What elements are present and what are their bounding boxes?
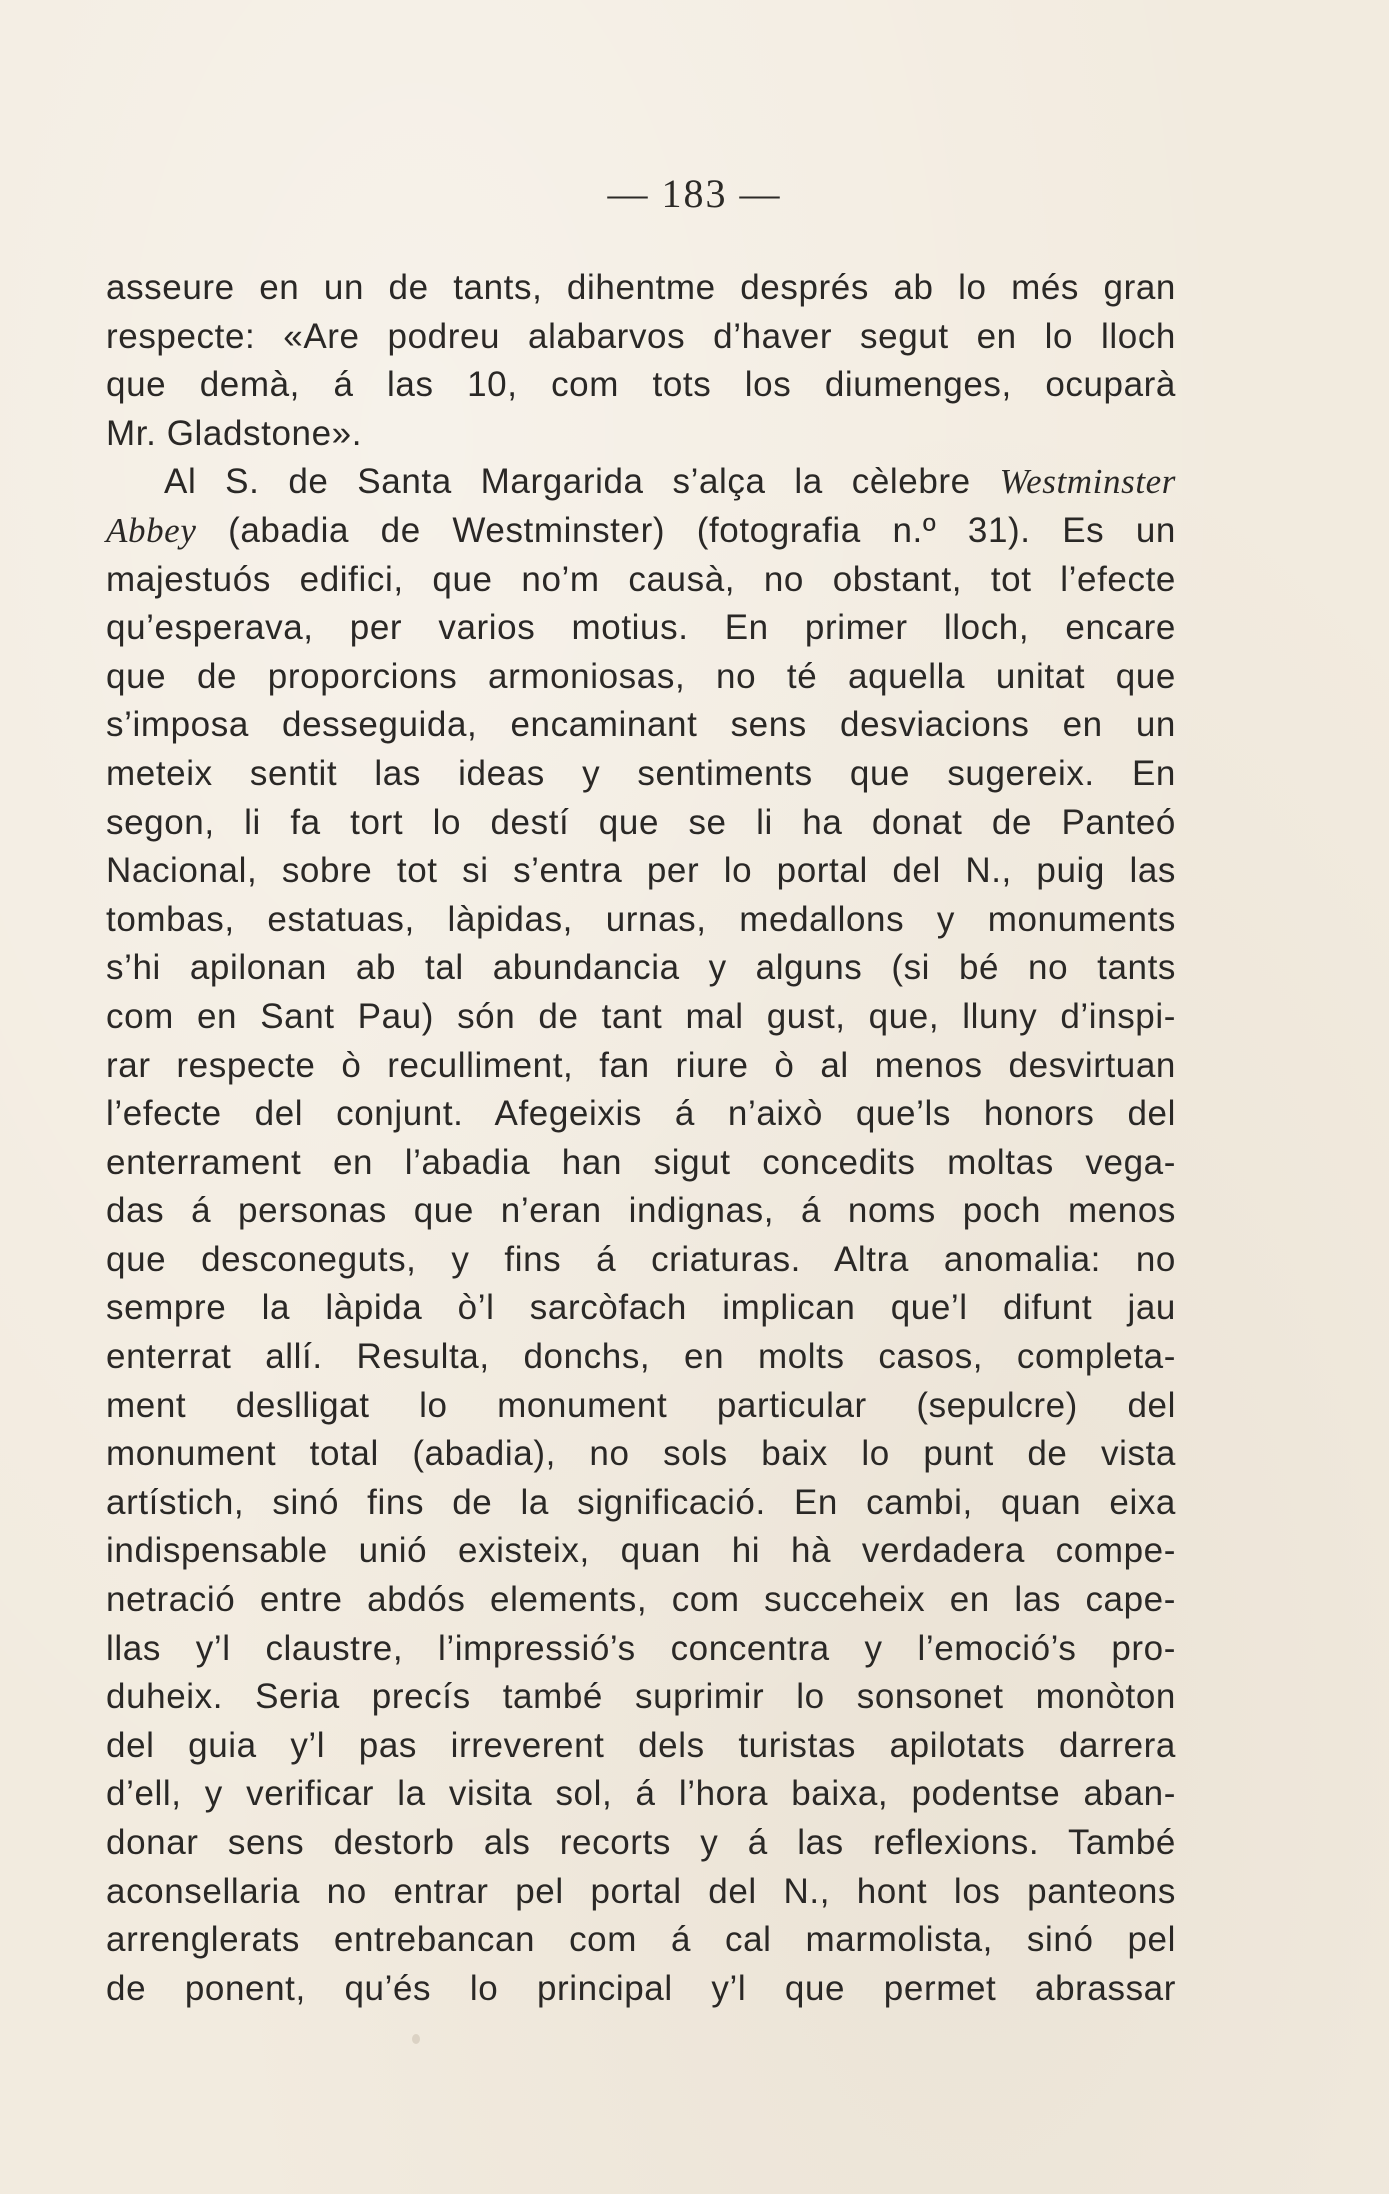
text-line [106, 1333, 1176, 1382]
text-line [106, 1576, 1176, 1625]
text-line [106, 1042, 1176, 1091]
text-segment: donar sens destorb als recorts y á las reflexions. També [106, 1823, 1176, 1862]
text-line [106, 361, 1176, 410]
text-line [106, 507, 1176, 556]
text-line [106, 1625, 1176, 1674]
text-segment: Nacional, sobre tot si s’entra per lo portal del N., puig las [106, 851, 1176, 891]
text-line [106, 653, 1176, 702]
text-line [106, 1090, 1176, 1139]
text-segment: das á personas que n’eran indignas, á noms poch menos [106, 1191, 1176, 1231]
text-segment: indispensable unió existeix, quan hi hà verdadera compe- [106, 1531, 1176, 1571]
text-segment: monument total (abadia), no sols baix lo punt de vista [106, 1434, 1176, 1474]
text-segment: l’efecte del conjunt. Afegeixis á n’això que’ls honors del [106, 1094, 1176, 1134]
text-line [106, 1722, 1176, 1771]
text-segment: que de proporcions armoniosas, no té aquella unitat que [106, 656, 1176, 696]
text-segment: Al S. de Santa Margarida s’alça la cèlebre [164, 462, 1000, 502]
text-segment: que desconeguts, y fins á criaturas. Altra anomalia: no [106, 1239, 1176, 1279]
text-line [106, 799, 1176, 848]
text-segment: Mr. Gladstone». [106, 413, 363, 453]
text-segment: tombas, estatuas, làpidas, urnas, medallons y monuments [106, 899, 1176, 939]
text-line [106, 604, 1176, 653]
text-segment: asseure en un de tants, dihentme després ab lo més gran [106, 268, 1176, 307]
text-segment: segon, li fa tort lo destí que se li ha donat de Panteó [106, 802, 1176, 842]
text-segment: llas y’l claustre, l’impressió’s concentra y l’emoció’s pro- [106, 1628, 1176, 1668]
text-segment: ment deslligat lo monument particular (sepulcre) del [106, 1385, 1176, 1425]
text-segment: artístich, sinó fins de la significació. En cambi, quan eixa [106, 1482, 1176, 1522]
text-line [106, 1187, 1176, 1236]
text-line [106, 458, 1176, 507]
text-line [106, 1479, 1176, 1528]
text-segment: sempre la làpida ò’l sarcòfach implican que’l difunt jau [106, 1288, 1176, 1328]
text-line [106, 1382, 1176, 1431]
text-segment: qu’esperava, per varios motius. En primer lloch, encare [106, 608, 1176, 648]
text-line [106, 993, 1176, 1042]
text-segment: d’ell, y verificar la visita sol, á l’hora baixa, podentse aban- [106, 1774, 1176, 1814]
text-line [106, 896, 1176, 945]
text-segment: (abadia de Westminster) (fotografia n.º 31). Es un [196, 510, 1176, 550]
text-line [106, 701, 1176, 750]
text-line [106, 1819, 1176, 1868]
text-segment: que demà, á las 10, com tots los diumenges, ocuparà [106, 365, 1176, 405]
text-line [106, 1916, 1176, 1965]
text-segment: arrenglerats entrebancan com á cal marmolista, sinó pel [106, 1920, 1176, 1960]
text-line [106, 556, 1176, 605]
text-segment: de ponent, qu’és lo principal y’l que permet abrassar [106, 1968, 1176, 2008]
text-line [106, 1430, 1176, 1479]
text-segment: duheix. Seria precís també suprimir lo sonsonet monòton [106, 1677, 1176, 1717]
text-line [106, 750, 1176, 799]
text-segment: netració entre abdós elements, com succeheix en las cape- [106, 1580, 1176, 1620]
text-segment: s’hi apilonan ab tal abundancia y alguns (si bé no tants [106, 948, 1176, 988]
text-line [106, 1673, 1176, 1722]
italic-text: Westminster [999, 462, 1176, 502]
body-text [106, 264, 1176, 2013]
text-line [106, 847, 1176, 896]
text-segment: enterrat allí. Resulta, donchs, en molts casos, completa- [106, 1337, 1176, 1377]
text-segment: com en Sant Pau) són de tant mal gust, que, lluny d’inspi- [106, 996, 1176, 1036]
text-segment: enterrament en l’abadia han sigut concedits moltas vega- [106, 1142, 1176, 1182]
text-line [106, 1770, 1176, 1819]
paper-spot [412, 2034, 420, 2044]
page-number: — 183 — [607, 171, 782, 216]
text-line [106, 1284, 1176, 1333]
text-segment: majestuós edifici, que no’m causà, no obstant, tot l’efecte [106, 559, 1176, 599]
text-segment: meteix sentit las ideas y sentiments que sugereix. En [106, 753, 1176, 793]
text-line [106, 410, 1176, 459]
text-segment: rar respecte ò reculliment, fan riure ò al menos desvirtuan [106, 1045, 1176, 1085]
italic-text: Abbey [106, 510, 197, 550]
text-line [106, 944, 1176, 993]
text-segment: del guia y’l pas irreverent dels turistas apilotats darrera [106, 1725, 1176, 1765]
text-line [106, 264, 1176, 313]
text-line [106, 1139, 1176, 1188]
text-line [106, 313, 1176, 362]
text-segment: respecte: «Are podreu alabarvos d’haver segut en lo lloch [106, 316, 1176, 356]
text-line [106, 1965, 1176, 2014]
text-segment: aconsellaria no entrar pel portal del N., hont los panteons [106, 1871, 1176, 1911]
text-segment: s’imposa desseguida, encaminant sens desviacions en un [106, 705, 1176, 745]
text-line [106, 1527, 1176, 1576]
text-line [106, 1236, 1176, 1285]
text-line [106, 1868, 1176, 1917]
